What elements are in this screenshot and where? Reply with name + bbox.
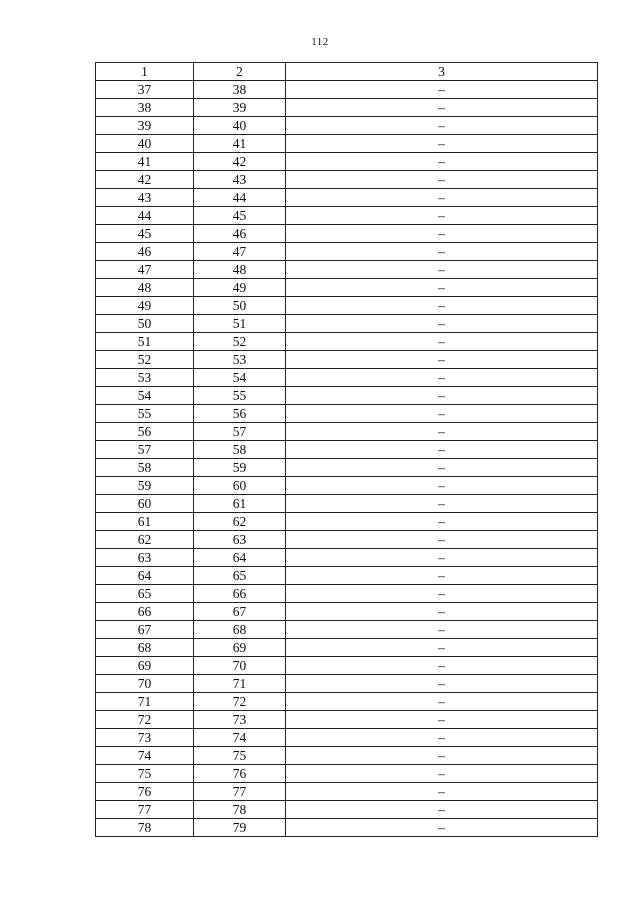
table-row — [96, 477, 598, 495]
table-cell-col3: – — [286, 351, 598, 369]
table-cell-col1: 78 — [96, 819, 194, 837]
table-cell-col3: – — [286, 405, 598, 423]
table-row — [96, 711, 598, 729]
table-cell-col3: – — [286, 225, 598, 243]
table-cell-col2: 76 — [194, 765, 286, 783]
table-cell-col2: 79 — [194, 819, 286, 837]
table-cell-col1: 56 — [96, 423, 194, 441]
table-cell-col2: 65 — [194, 567, 286, 585]
table-cell-col2: 63 — [194, 531, 286, 549]
page-number: 112 — [311, 36, 329, 48]
table-cell-col3: – — [286, 477, 598, 495]
table-cell-col2: 62 — [194, 513, 286, 531]
table-row — [96, 369, 598, 387]
table-cell-col2: 55 — [194, 387, 286, 405]
table-row — [96, 783, 598, 801]
table-cell-col3: – — [286, 819, 598, 837]
table-cell-col3: – — [286, 279, 598, 297]
table-cell-col1: 42 — [96, 171, 194, 189]
table-cell-col3: – — [286, 153, 598, 171]
table-cell-col1: 38 — [96, 99, 194, 117]
table-cell-col3: – — [286, 171, 598, 189]
header-row — [96, 63, 598, 81]
table-row — [96, 243, 598, 261]
header-cell-col2: 2 — [194, 63, 286, 81]
table-cell-col3: – — [286, 747, 598, 765]
table-cell-col2: 38 — [194, 81, 286, 99]
table-cell-col2: 64 — [194, 549, 286, 567]
table-cell-col1: 77 — [96, 801, 194, 819]
table-cell-col3: – — [286, 387, 598, 405]
table-cell-col3: – — [286, 369, 598, 387]
table-cell-col1: 69 — [96, 657, 194, 675]
table-cell-col3: – — [286, 729, 598, 747]
table-row — [96, 819, 598, 837]
table-cell-col2: 57 — [194, 423, 286, 441]
table-row — [96, 81, 598, 99]
table-cell-col1: 37 — [96, 81, 194, 99]
table-cell-col2: 66 — [194, 585, 286, 603]
table-row — [96, 279, 598, 297]
table-cell-col3: – — [286, 657, 598, 675]
table-cell-col2: 42 — [194, 153, 286, 171]
table-row — [96, 423, 598, 441]
table-cell-col1: 45 — [96, 225, 194, 243]
table-row — [96, 225, 598, 243]
table-header — [96, 63, 598, 81]
table-row — [96, 261, 598, 279]
table-cell-col3: – — [286, 423, 598, 441]
table-row — [96, 495, 598, 513]
table-cell-col2: 43 — [194, 171, 286, 189]
table-cell-col1: 61 — [96, 513, 194, 531]
table-row — [96, 585, 598, 603]
table-cell-col1: 44 — [96, 207, 194, 225]
table-cell-col3: – — [286, 603, 598, 621]
table-cell-col3: – — [286, 693, 598, 711]
table-cell-col2: 39 — [194, 99, 286, 117]
data-table — [95, 62, 598, 837]
table-row — [96, 189, 598, 207]
table-cell-col1: 62 — [96, 531, 194, 549]
table-cell-col2: 56 — [194, 405, 286, 423]
table-row — [96, 513, 598, 531]
table-cell-col3: – — [286, 567, 598, 585]
table-cell-col2: 61 — [194, 495, 286, 513]
table-cell-col1: 73 — [96, 729, 194, 747]
table-cell-col1: 43 — [96, 189, 194, 207]
table-row — [96, 135, 598, 153]
table-cell-col3: – — [286, 549, 598, 567]
table-cell-col1: 70 — [96, 675, 194, 693]
table-row — [96, 315, 598, 333]
table-body — [96, 81, 598, 837]
table-cell-col1: 67 — [96, 621, 194, 639]
table-cell-col1: 75 — [96, 765, 194, 783]
table-cell-col2: 46 — [194, 225, 286, 243]
table-cell-col2: 73 — [194, 711, 286, 729]
table-cell-col1: 76 — [96, 783, 194, 801]
table-row — [96, 729, 598, 747]
table-cell-col1: 41 — [96, 153, 194, 171]
table-cell-col3: – — [286, 459, 598, 477]
table-cell-col2: 50 — [194, 297, 286, 315]
table-cell-col2: 41 — [194, 135, 286, 153]
table-cell-col2: 47 — [194, 243, 286, 261]
table-cell-col1: 50 — [96, 315, 194, 333]
table-cell-col2: 44 — [194, 189, 286, 207]
table-cell-col3: – — [286, 639, 598, 657]
table-cell-col2: 49 — [194, 279, 286, 297]
table-cell-col3: – — [286, 297, 598, 315]
table-cell-col2: 71 — [194, 675, 286, 693]
table-row — [96, 405, 598, 423]
table-cell-col3: – — [286, 315, 598, 333]
table-cell-col1: 63 — [96, 549, 194, 567]
table-cell-col2: 72 — [194, 693, 286, 711]
table-cell-col3: – — [286, 117, 598, 135]
table-cell-col1: 47 — [96, 261, 194, 279]
table-cell-col2: 52 — [194, 333, 286, 351]
table-row — [96, 387, 598, 405]
table-cell-col1: 60 — [96, 495, 194, 513]
table-cell-col3: – — [286, 801, 598, 819]
table-cell-col1: 55 — [96, 405, 194, 423]
table-cell-col2: 69 — [194, 639, 286, 657]
table-cell-col3: – — [286, 585, 598, 603]
table-cell-col2: 40 — [194, 117, 286, 135]
table-cell-col3: – — [286, 711, 598, 729]
table-cell-col2: 45 — [194, 207, 286, 225]
table-cell-col1: 68 — [96, 639, 194, 657]
table-row — [96, 693, 598, 711]
table-row — [96, 549, 598, 567]
table-row — [96, 171, 598, 189]
table-cell-col2: 77 — [194, 783, 286, 801]
table-cell-col1: 71 — [96, 693, 194, 711]
table-row — [96, 603, 598, 621]
table-cell-col1: 65 — [96, 585, 194, 603]
table-row — [96, 639, 598, 657]
table-cell-col1: 57 — [96, 441, 194, 459]
table-cell-col3: – — [286, 99, 598, 117]
table-cell-col3: – — [286, 189, 598, 207]
table-cell-col1: 40 — [96, 135, 194, 153]
table-cell-col3: – — [286, 207, 598, 225]
table-cell-col2: 74 — [194, 729, 286, 747]
table-cell-col2: 70 — [194, 657, 286, 675]
table-cell-col2: 68 — [194, 621, 286, 639]
table-cell-col2: 48 — [194, 261, 286, 279]
table-cell-col3: – — [286, 261, 598, 279]
table-row — [96, 117, 598, 135]
table-cell-col2: 53 — [194, 351, 286, 369]
table-cell-col1: 74 — [96, 747, 194, 765]
table-cell-col2: 78 — [194, 801, 286, 819]
table-row — [96, 333, 598, 351]
table-cell-col2: 54 — [194, 369, 286, 387]
table-cell-col3: – — [286, 621, 598, 639]
table-row — [96, 567, 598, 585]
table-row — [96, 765, 598, 783]
table-cell-col2: 67 — [194, 603, 286, 621]
table-cell-col3: – — [286, 783, 598, 801]
table-row — [96, 153, 598, 171]
table-cell-col2: 59 — [194, 459, 286, 477]
table-cell-col3: – — [286, 135, 598, 153]
table-cell-col1: 53 — [96, 369, 194, 387]
table-row — [96, 675, 598, 693]
table-cell-col1: 51 — [96, 333, 194, 351]
table-row — [96, 801, 598, 819]
table-cell-col1: 48 — [96, 279, 194, 297]
table-cell-col1: 54 — [96, 387, 194, 405]
table-cell-col3: – — [286, 675, 598, 693]
header-cell-col1: 1 — [96, 63, 194, 81]
table-row — [96, 531, 598, 549]
table-cell-col1: 46 — [96, 243, 194, 261]
table-cell-col1: 66 — [96, 603, 194, 621]
table-cell-col1: 59 — [96, 477, 194, 495]
table-row — [96, 441, 598, 459]
table-row — [96, 207, 598, 225]
table-cell-col1: 58 — [96, 459, 194, 477]
table-cell-col1: 72 — [96, 711, 194, 729]
table-row — [96, 351, 598, 369]
table-row — [96, 99, 598, 117]
table-row — [96, 459, 598, 477]
header-cell-col3: 3 — [286, 63, 598, 81]
table-cell-col3: – — [286, 531, 598, 549]
table-cell-col3: – — [286, 495, 598, 513]
table-row — [96, 747, 598, 765]
table-cell-col2: 51 — [194, 315, 286, 333]
table-cell-col3: – — [286, 765, 598, 783]
table-row — [96, 657, 598, 675]
table-cell-col2: 60 — [194, 477, 286, 495]
table-cell-col3: – — [286, 513, 598, 531]
table-cell-col1: 64 — [96, 567, 194, 585]
table-row — [96, 297, 598, 315]
table-cell-col1: 49 — [96, 297, 194, 315]
table-cell-col2: 58 — [194, 441, 286, 459]
table-cell-col3: – — [286, 81, 598, 99]
table-row — [96, 621, 598, 639]
table-cell-col3: – — [286, 333, 598, 351]
table-cell-col3: – — [286, 243, 598, 261]
table-cell-col2: 75 — [194, 747, 286, 765]
table-cell-col1: 39 — [96, 117, 194, 135]
table-cell-col1: 52 — [96, 351, 194, 369]
table-cell-col3: – — [286, 441, 598, 459]
